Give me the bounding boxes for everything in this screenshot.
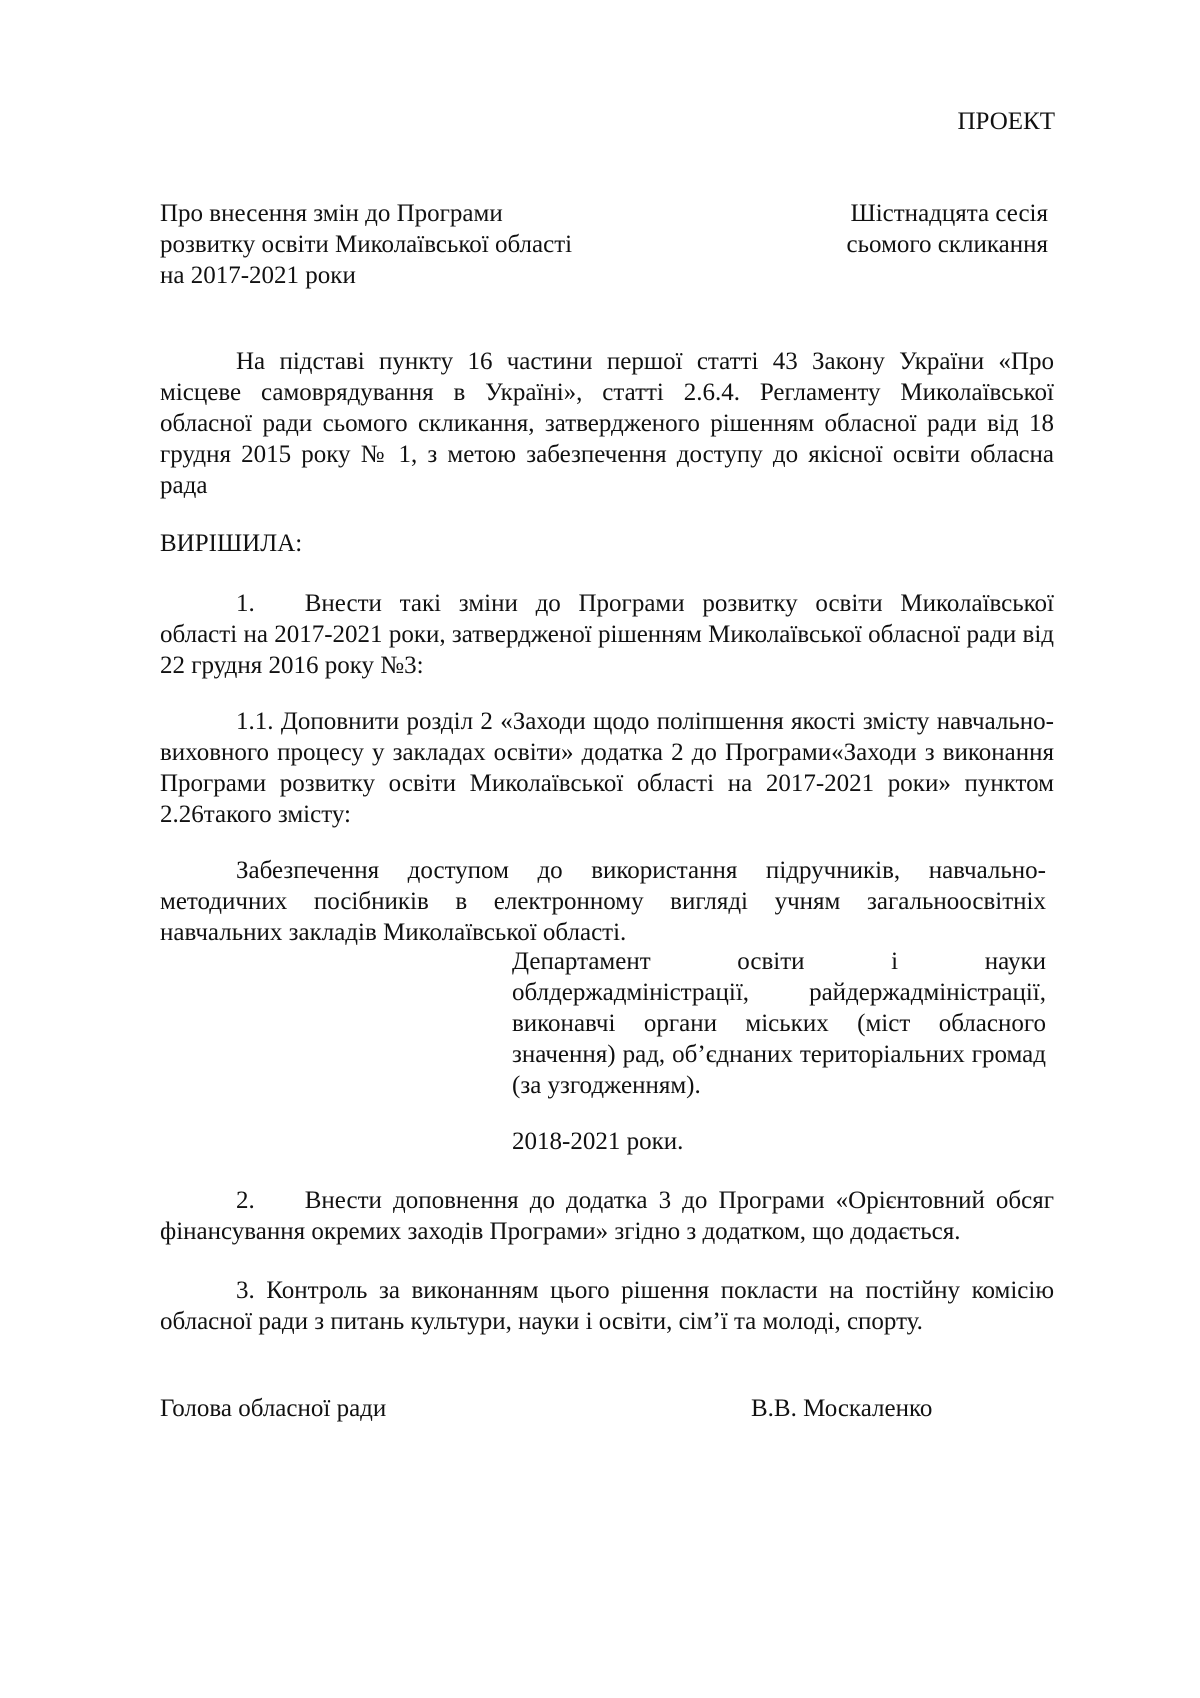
draft-label: ПРОЕКТ — [957, 108, 1055, 135]
session-line: Шістнадцята сесія — [850, 200, 1048, 227]
item-1-1-paragraph: 1.1. Доповнити розділ 2 «Заходи щодо поліпшення якості змісту навчально-виховного процесу у закладах освіти» додатка 2 до Програми«Заходи з виконання Програми розвитку освіти Миколаївської області на 2017-2021 роки» пунктом 2.26такого змісту: — [160, 708, 1054, 828]
signature-position: Голова обласної ради — [160, 1395, 387, 1422]
signature-name: В.В. Москаленко — [751, 1395, 933, 1422]
session-info — [838, 198, 1048, 260]
item-2-paragraph: 2. Внести доповнення до додатка 3 до Програми «Орієнтовний обсяг фінансування окремих заходів Програми» згідно з додатком, що додається. — [160, 1187, 1054, 1245]
document-subject — [160, 198, 620, 291]
measure-paragraph: Забезпечення доступом до використання підручників, навчально-методичних посібників в електронному вигляді учням загальноосвітніх навчальних закладів Миколаївської області. — [160, 857, 1046, 946]
subject-line: на 2017-2021 роки — [160, 262, 356, 289]
term-paragraph: 2018-2021 роки. — [512, 1128, 684, 1155]
item-1-paragraph: 1. Внести такі зміни до Програми розвитку освіти Миколаївської області на 2017-2021 роки, затвердженої рішенням Миколаївської обласної ради від 22 грудня 2016 року №3: — [160, 590, 1054, 679]
preamble-paragraph: На підставі пункту 16 частини першої статті 43 Закону України «Про місцеве самоврядування в Україні», статті 2.6.4. Регламенту Миколаївської обласної ради сьомого скликання, затвердженого рішенням обласної ради від 18 грудня 2015 року № 1, з метою забезпечення доступу до якісної освіти обласна рада — [160, 348, 1054, 499]
subject-line: розвитку освіти Миколаївської області — [160, 231, 573, 258]
item-3-paragraph: 3. Контроль за виконанням цього рішення покласти на постійну комісію обласної ради з питань культури, науки і освіти, сім’ї та молоді, спорту. — [160, 1277, 1054, 1335]
responsible-paragraph: Департамент освіти і науки облдержадміністрації, райдержадміністрації, виконавчі органи міських (міст обласного значення) рад, об’єднаних територіальних громад (за узгодженням). — [512, 948, 1046, 1099]
session-line: сьомого скликання — [846, 231, 1048, 258]
subject-line: Про внесення змін до Програми — [160, 200, 503, 227]
resolved-label: ВИРІШИЛА: — [160, 530, 303, 557]
